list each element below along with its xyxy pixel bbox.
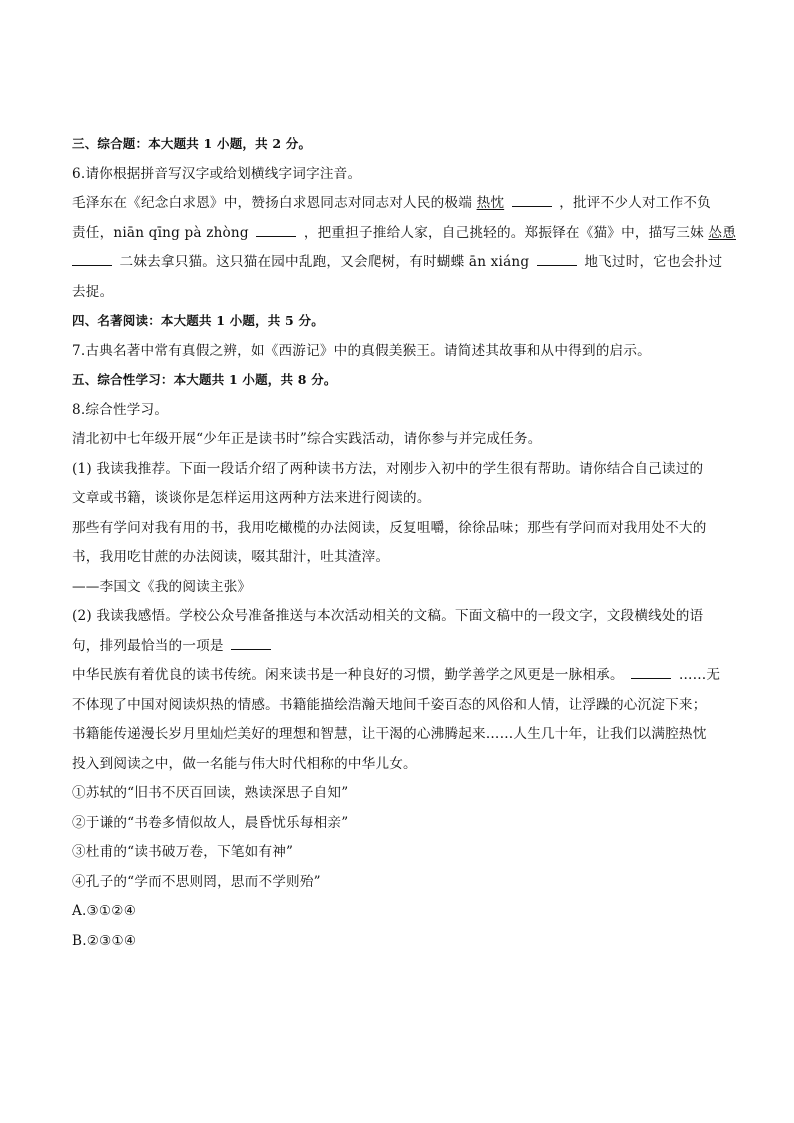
option-b[interactable]: B.②③①④ <box>72 932 137 949</box>
q6-text: 责任，niān qīng pà zhòng <box>72 224 249 241</box>
q6-text: ，把重担子推给人家，自己挑轻的。郑振铎在《猫》中，描写三妹 <box>303 224 704 241</box>
task-2-text: 句，排列最恰当的一项是 <box>72 637 224 654</box>
question-6-title: 6.请你根据拼音写汉字或给划横线字词字注音。 <box>72 165 362 182</box>
underlined-word-rechen: 热忱 <box>476 195 505 211</box>
passage-blank[interactable] <box>631 664 671 679</box>
question-6-line-1 <box>72 191 722 216</box>
task-2-line-1: (2) 我读我感悟。学校公众号准备推送与本次活动相关的文稿。下面文稿中的一段文字，文段横线处的语 <box>72 608 704 624</box>
list-item: ③杜甫的“读书破万卷，下笔如有神” <box>72 844 294 860</box>
passage-line-1 <box>72 663 722 688</box>
quote-line-2: 书，我用吃甘蔗的办法阅读，啜其甜汁，吐其渣滓。 <box>72 549 390 565</box>
question-6-line-3 <box>72 250 722 275</box>
list-item: ②于谦的“书卷多情似故人，晨昏忧乐每相亲” <box>72 814 349 831</box>
question-6-line-2 <box>72 221 736 246</box>
section-3-heading: 三、综合题：本大题共 1 小题，共 2 分。 <box>72 136 312 151</box>
passage-text: 中华民族有着优良的读书传统。闲来读书是一种良好的习惯，勤学善学之风更是一脉相承。 <box>72 667 624 683</box>
q6-text: 地飞过时，它也会扑过 <box>584 254 723 270</box>
passage-text: ……无 <box>678 667 721 683</box>
question-6-line-4: 去捉。 <box>72 283 114 300</box>
passage-line-4: 投入到阅读之中，做一名能与伟大时代相称的中华儿女。 <box>72 755 417 772</box>
q6-text: ，批评不少人对工作不负 <box>559 195 711 211</box>
passage-line-3: 书籍能传递漫长岁月里灿烂美好的理想和智慧，让干渴的心沸腾起来……人生几十年，让我们以满腔热忱 <box>72 726 707 742</box>
list-item: ①苏轼的“旧书不厌百回读，熟读深思子自知” <box>72 785 349 801</box>
question-8-title: 8.综合性学习。 <box>72 401 169 418</box>
answer-blank-5[interactable] <box>231 635 271 650</box>
option-a[interactable]: A.③①②④ <box>72 903 137 919</box>
q6-text: 二妹去拿只猫。这只猫在园中乱跑，又会爬树，有时蝴蝶 ān xiáng <box>119 254 530 270</box>
quote-source: ——李国文《我的阅读主张》 <box>72 578 252 595</box>
task-1-line-2: 文章或书籍，谈谈你是怎样运用这两种方法来进行阅读的。 <box>72 490 431 506</box>
answer-blank-1[interactable] <box>512 192 552 207</box>
task-2-line-2 <box>72 634 722 659</box>
task-1-line-1: (1) 我读我推荐。下面一段话介绍了两种读书方法，对刚步入初中的学生很有帮助。请你结合自己读过的 <box>72 460 704 477</box>
section-5-heading: 五、综合性学习：本大题共 1 小题，共 8 分。 <box>72 372 337 387</box>
quote-line-1: 那些有学问对我有用的书，我用吃橄榄的办法阅读，反复咀嚼，徐徐品味；那些有学问而对我用处不大的 <box>72 519 707 536</box>
answer-blank-3[interactable] <box>72 251 112 266</box>
list-item: ④孔子的“学而不思则罔，思而不学则殆” <box>72 873 321 890</box>
activity-intro: 清北初中七年级开展“少年正是读书时”综合实践活动，请你参与并完成任务。 <box>72 431 542 447</box>
section-4-heading: 四、名著阅读：本大题共 1 小题，共 5 分。 <box>72 313 324 328</box>
answer-blank-4[interactable] <box>537 251 577 266</box>
passage-line-2: 不体现了中国对阅读炽热的情感。书籍能描绘浩瀚天地间千姿百态的风俗和人情，让浮躁的心沉淀下来； <box>72 696 707 713</box>
document-page <box>72 132 736 953</box>
q6-text: 毛泽东在《纪念白求恩》中，赞扬白求恩同志对同志对人民的极端 <box>72 195 473 211</box>
question-7: 7.古典名著中常有真假之辨，如《西游记》中的真假美猴王。请简述其故事和从中得到的启示。 <box>72 342 651 359</box>
underlined-word-songyong: 怂恿 <box>708 224 736 241</box>
answer-blank-2[interactable] <box>256 222 296 237</box>
